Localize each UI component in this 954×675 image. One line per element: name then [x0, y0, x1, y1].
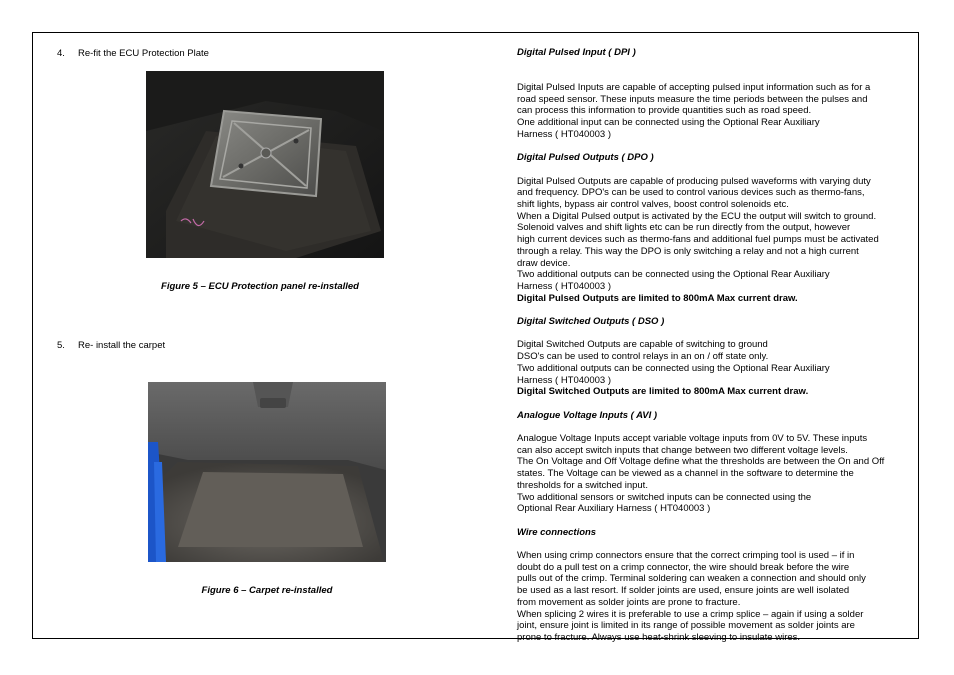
step-4 [57, 48, 209, 59]
dpi-line: can process this information to provide quantities such as road speed. [517, 105, 812, 117]
avi-line: Optional Rear Auxiliary Harness ( HT040003 ) [517, 503, 711, 515]
dpi-line: Harness ( HT040003 ) [517, 128, 611, 140]
dpo-line: through a relay. This way the DPO is only switching a relay and not a high current [517, 245, 859, 257]
dpi-heading: Digital Pulsed Input ( DPI ) [517, 47, 636, 58]
dso-heading: Digital Switched Outputs ( DSO ) [517, 316, 665, 328]
dpo-line: Two additional outputs can be connected using the Optional Rear Auxiliary [517, 269, 830, 281]
wire-line: doubt do a pull test on a crimp connector, the wire should break before the wire [517, 561, 850, 573]
dpo-current-note: Digital Pulsed Outputs are limited to 800mA Max current draw. [517, 292, 798, 304]
avi-heading: Analogue Voltage Inputs ( AVI ) [517, 409, 658, 421]
step-number: 5. [57, 340, 65, 351]
dso-line: Digital Switched Outputs are capable of switching to ground [517, 339, 768, 351]
figure-6-caption: Figure 6 – Carpet re-installed [201, 585, 333, 596]
wire-heading: Wire connections [517, 526, 597, 538]
dpo-line: draw device. [517, 257, 571, 269]
dpo-line: and frequency. DPO's can be used to control various devices such as thermo-fans, [517, 187, 865, 199]
avi-line: The On Voltage and Off Voltage define what the thresholds are between the On and Off [517, 456, 885, 468]
dpo-heading: Digital Pulsed Outputs ( DPO ) [517, 152, 654, 164]
dso-line: DSO's can be used to control relays in an on / off state only. [517, 351, 769, 363]
dpo-line: Solenoid valves and shift lights etc can be run directly from the output, however [517, 222, 851, 234]
wire-line: joint, ensure joint is limited in its range of possible movement as solder joints are [517, 620, 855, 632]
avi-line: can also accept switch inputs that change between two different voltage levels. [517, 444, 848, 456]
carpet-photo [148, 382, 386, 562]
dpo-line: Harness ( HT040003 ) [517, 281, 611, 292]
avi-line: Two additional sensors or switched inputs can be connected using the [517, 491, 812, 503]
dpi-line: road speed sensor. These inputs measure the time periods between the pulses and [517, 93, 868, 105]
dpo-line: When a Digital Pulsed output is activated by the ECU the output will switch to ground. [517, 210, 877, 222]
dpo-line: shift lights, bypass air control valves, boost control solenoids etc. [517, 199, 789, 211]
step-number: 4. [57, 48, 65, 59]
step-5 [57, 340, 165, 351]
step-text: Re- install the carpet [78, 340, 166, 351]
figure-5-caption: Figure 5 – ECU Protection panel re-installed [161, 281, 359, 292]
wire-line: When using crimp connectors ensure that the correct crimping tool is used – if in [517, 550, 855, 562]
wire-line: When splicing 2 wires it is preferable to use a crimp splice – again if using a solder [517, 608, 864, 620]
dso-line: Two additional outputs can be connected using the Optional Rear Auxiliary [517, 362, 830, 374]
wire-line: pulls out of the crimp. Terminal soldering can weaken a connection and should only [517, 573, 866, 585]
avi-line: Analogue Voltage Inputs accept variable voltage inputs from 0V to 5V. These inputs [517, 433, 868, 445]
wire-line: be used as a last resort. If solder joints are used, ensure joints are well isolated [517, 585, 850, 597]
dso-line: Harness ( HT040003 ) [517, 374, 611, 386]
dpo-line: high current devices such as thermo-fans and additional fuel pumps must be activated [517, 234, 879, 246]
dpi-line: One additional input can be connected using the Optional Rear Auxiliary [517, 117, 820, 129]
ecu-protection-plate-photo [146, 71, 384, 258]
wire-line: prone to fracture. Always use heat-shrink sleeving to insulate wires. [517, 632, 801, 643]
dpo-line: Digital Pulsed Outputs are capable of producing pulsed waveforms with varying duty [517, 175, 871, 187]
wire-line: from movement as solder joints are prone to fracture. [517, 596, 741, 608]
avi-line: states. The Voltage can be viewed as a channel in the software to determine the [517, 468, 854, 480]
dpi-line: Digital Pulsed Inputs are capable of accepting pulsed input information such as for a [517, 82, 871, 94]
step-text: Re-fit the ECU Protection Plate [78, 48, 209, 59]
dso-current-note: Digital Switched Outputs are limited to 800mA Max current draw. [517, 386, 809, 398]
right-column [517, 47, 917, 644]
avi-line: thresholds for a switched input. [517, 479, 648, 491]
